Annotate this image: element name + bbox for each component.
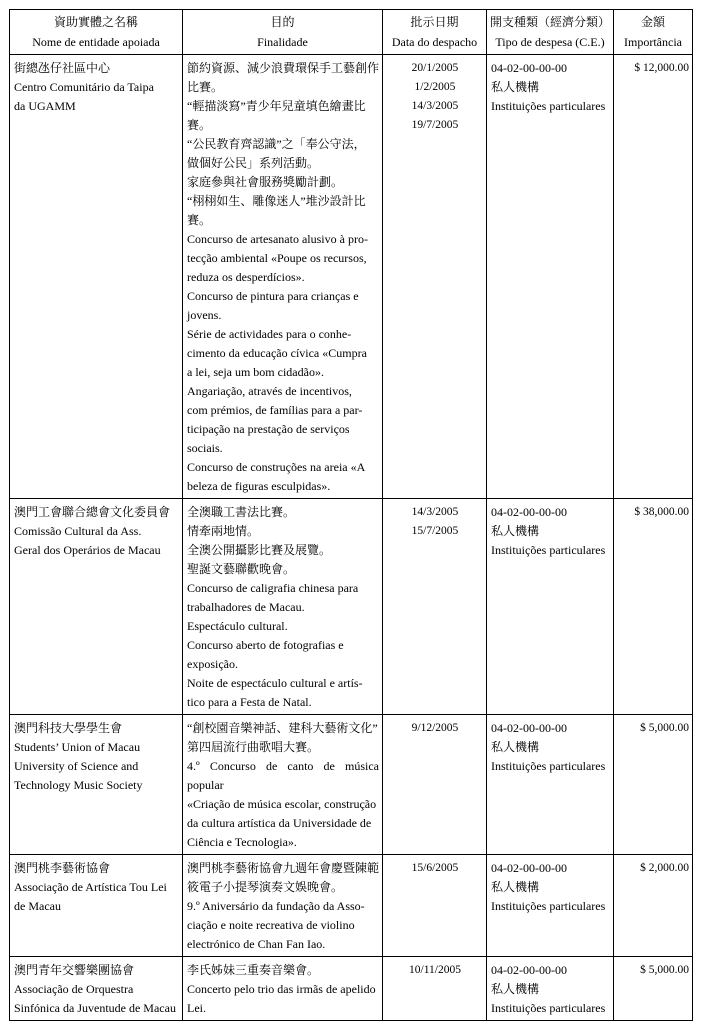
- expense-type-line: 04-02-00-00-00: [491, 505, 567, 519]
- dispatch-date: 20/1/2005: [411, 62, 459, 74]
- dispatch-date: 10/11/2005: [409, 964, 461, 976]
- expense-type-line: 私人機構: [491, 880, 540, 894]
- table-row: [10, 855, 693, 957]
- expense-type-line: 私人機構: [491, 740, 540, 754]
- table-row: [10, 499, 693, 715]
- purpose-line: reduza os desperdícios».: [187, 270, 305, 284]
- expense-type-line: 私人機構: [491, 524, 540, 538]
- expense-type-line: 私人機構: [491, 80, 540, 94]
- entity-name-line: 澳門科技大學學生會: [14, 721, 123, 735]
- purpose-line: electrónico de Chan Fan Iao.: [187, 937, 326, 951]
- purpose-line: Noite de espectáculo cultural e artís-: [187, 676, 363, 690]
- purpose-line: “輕描淡寫”青少年兒童填色繪畫比: [187, 99, 366, 113]
- entity-cell: [10, 55, 183, 499]
- purpose-line: com prémios, de famílias para a par-: [187, 403, 363, 417]
- entity-name-line: Associação de Artística Tou Lei: [14, 880, 167, 894]
- dispatch-date: 14/3/2005: [411, 100, 459, 112]
- entity-name-line: Associação de Orquestra: [14, 982, 134, 996]
- entity-name-line: Centro Comunitário da Taipa: [14, 80, 154, 94]
- purpose-cell: [183, 499, 383, 715]
- purpose-line: 家庭參與社會服務獎勵計劃。: [187, 175, 344, 189]
- header-row: [10, 10, 693, 55]
- expense-type-cell: [487, 855, 614, 957]
- purpose-line: 9.º Aniversário da fundação da Asso-: [187, 899, 365, 913]
- purpose-line: Concurso de pintura para crianças e: [187, 289, 359, 303]
- entity-name-line: Geral dos Operários de Macau: [14, 543, 161, 557]
- header-date: [383, 10, 487, 55]
- expense-type-line: 04-02-00-00-00: [491, 721, 567, 735]
- purpose-cell: [183, 55, 383, 499]
- purpose-line: Ciência e Tecnologia».: [187, 835, 297, 849]
- header-date-zh: 批示日期: [410, 15, 459, 29]
- purpose-line: “栩栩如生、雕像迷人”堆沙設計比: [187, 194, 366, 208]
- expense-type-line: Instituições particulares: [491, 1001, 606, 1015]
- dispatch-date: 14/3/2005: [411, 506, 459, 518]
- table-body: [10, 55, 693, 1021]
- purpose-line: “創校園音樂神話、建科大藝術文化”: [187, 721, 378, 735]
- purpose-line: 第四屆流行曲歌唱大賽。: [187, 740, 320, 754]
- entity-cell: [10, 715, 183, 855]
- header-amount-zh: 金額: [640, 15, 665, 29]
- entity-name-line: da UGAMM: [14, 99, 76, 113]
- amount-cell: [614, 55, 693, 499]
- purpose-line: 澳門桃李藝術協會九週年會慶暨陳範: [187, 861, 380, 875]
- table-row: [10, 715, 693, 855]
- header-purpose: [183, 10, 383, 55]
- purpose-line: 筱電子小提琴演奏文娛晚會。: [187, 880, 344, 894]
- header-entity: [10, 10, 183, 55]
- expense-type-line: Instituições particulares: [491, 899, 606, 913]
- dispatch-date: 15/6/2005: [411, 862, 459, 874]
- expense-type-line: Instituições particulares: [491, 759, 606, 773]
- purpose-line: Concurso de construções na areia «A: [187, 460, 366, 474]
- header-purpose-pt: Finalidade: [257, 34, 308, 49]
- purpose-line: jovens.: [187, 308, 222, 322]
- amount-value: $ 2,000.00: [640, 862, 689, 874]
- expense-type-line: 私人機構: [491, 982, 540, 996]
- purpose-line: Concurso aberto de fotografias e: [187, 638, 344, 652]
- purpose-line: 賽。: [187, 118, 212, 132]
- purpose-line: cimento da educação cívica «Cumpra: [187, 346, 367, 360]
- purpose-line: Angariação, através de incentivos,: [187, 384, 352, 398]
- purpose-line: Série de actividades para o conhe-: [187, 327, 352, 341]
- entity-name-line: 街總氹仔社區中心: [14, 61, 111, 75]
- purpose-line: 做個好公民」系列活動。: [187, 156, 320, 170]
- purpose-line: 賽。: [187, 213, 212, 227]
- header-entity-zh: 資助實體之名稱: [53, 15, 138, 29]
- entity-name-line: University of Science and: [14, 759, 139, 773]
- purpose-line: 情牽兩地情。: [187, 524, 260, 538]
- amount-value: $ 12,000.00: [634, 62, 689, 74]
- entity-name-line: Comissão Cultural da Ass.: [14, 524, 142, 538]
- purpose-line: Concurso de artesanato alusivo à pro-: [187, 232, 368, 246]
- dispatch-date: 19/7/2005: [411, 119, 459, 131]
- purpose-line: tecção ambiental «Poupe os recursos,: [187, 251, 367, 265]
- purpose-line: sociais.: [187, 441, 223, 455]
- dispatch-date: 9/12/2005: [411, 722, 459, 734]
- expense-type-line: Instituições particulares: [491, 543, 606, 557]
- purpose-line: 聖誕文藝聯歡晚會。: [187, 562, 296, 576]
- purpose-line: exposição.: [187, 657, 238, 671]
- purpose-line: 節約資源、減少浪費環保手工藝創作: [187, 61, 380, 75]
- entity-cell: [10, 499, 183, 715]
- header-entity-pt: Nome de entidade apoiada: [32, 34, 160, 49]
- subsidy-table: [9, 9, 693, 1021]
- header-type: [487, 10, 614, 55]
- header-amount-pt: Importância: [624, 34, 682, 49]
- date-cell: [383, 715, 487, 855]
- header-type-zh: 開支種類（經濟分類）: [489, 15, 610, 29]
- entity-name-line: de Macau: [14, 899, 61, 913]
- entity-name-line: Technology Music Society: [14, 778, 143, 792]
- expense-type-line: 04-02-00-00-00: [491, 861, 567, 875]
- amount-value: $ 5,000.00: [640, 722, 689, 734]
- purpose-line: ciação e noite recreativa de violino: [187, 918, 355, 932]
- purpose-line: 全澳職工書法比賽。: [187, 505, 296, 519]
- amount-cell: [614, 855, 693, 957]
- purpose-line: a lei, seja um bom cidadão».: [187, 365, 324, 379]
- purpose-line: “公民教育齊認識”之「奉公守法，: [187, 137, 366, 151]
- purpose-line: 比賽。: [187, 80, 224, 94]
- purpose-line: 李氏姊妹三重奏音樂會。: [187, 963, 320, 977]
- purpose-line: trabalhadores de Macau.: [187, 600, 305, 614]
- expense-type-cell: [487, 499, 614, 715]
- entity-cell: [10, 855, 183, 957]
- table-header: [10, 10, 693, 55]
- purpose-line: «Criação de música escolar, construção: [187, 797, 377, 811]
- expense-type-cell: [487, 715, 614, 855]
- expense-type-line: 04-02-00-00-00: [491, 963, 567, 977]
- date-cell: [383, 855, 487, 957]
- purpose-cell: [183, 715, 383, 855]
- table-row: [10, 55, 693, 499]
- expense-type-line: 04-02-00-00-00: [491, 61, 567, 75]
- entity-name-line: 澳門桃李藝術協會: [14, 861, 111, 875]
- purpose-line: Espectáculo cultural.: [187, 619, 288, 633]
- purpose-line: da cultura artística da Universidade de: [187, 816, 372, 830]
- purpose-line: 4.º Concurso de canto de música popular: [187, 759, 379, 792]
- purpose-line: ticipação na prestação de serviços: [187, 422, 350, 436]
- purpose-line: tico para a Festa de Natal.: [187, 695, 312, 709]
- purpose-line: beleza de figuras esculpidas».: [187, 479, 331, 493]
- date-cell: [383, 55, 487, 499]
- expense-type-cell: [487, 55, 614, 499]
- header-purpose-zh: 目的: [270, 15, 295, 29]
- date-cell: [383, 499, 487, 715]
- purpose-line: 全澳公開攝影比賽及展覽。: [187, 543, 332, 557]
- amount-value: $ 5,000.00: [640, 964, 689, 976]
- header-type-pt: Tipo de despesa (C.E.): [495, 34, 605, 49]
- entity-name-line: 澳門工會聯合總會文化委員會: [14, 505, 171, 519]
- amount-value: $ 38,000.00: [634, 506, 689, 518]
- entity-name-line: Students’ Union of Macau: [14, 740, 141, 754]
- purpose-line: Concerto pelo trio das irmãs de apelido: [187, 982, 376, 996]
- purpose-cell: [183, 855, 383, 957]
- dispatch-date: 1/2/2005: [414, 81, 456, 93]
- amount-cell: [614, 715, 693, 855]
- entity-name-line: Sinfónica da Juventude de Macau: [14, 1001, 176, 1015]
- amount-cell: [614, 499, 693, 715]
- header-date-pt: Data do despacho: [391, 34, 478, 49]
- purpose-line: Concurso de caligrafia chinesa para: [187, 581, 359, 595]
- header-amount: [614, 10, 693, 55]
- dispatch-date: 15/7/2005: [411, 525, 459, 537]
- expense-type-line: Instituições particulares: [491, 99, 606, 113]
- entity-name-line: 澳門青年交響樂團協會: [14, 963, 135, 977]
- purpose-line: Lei.: [187, 1001, 206, 1015]
